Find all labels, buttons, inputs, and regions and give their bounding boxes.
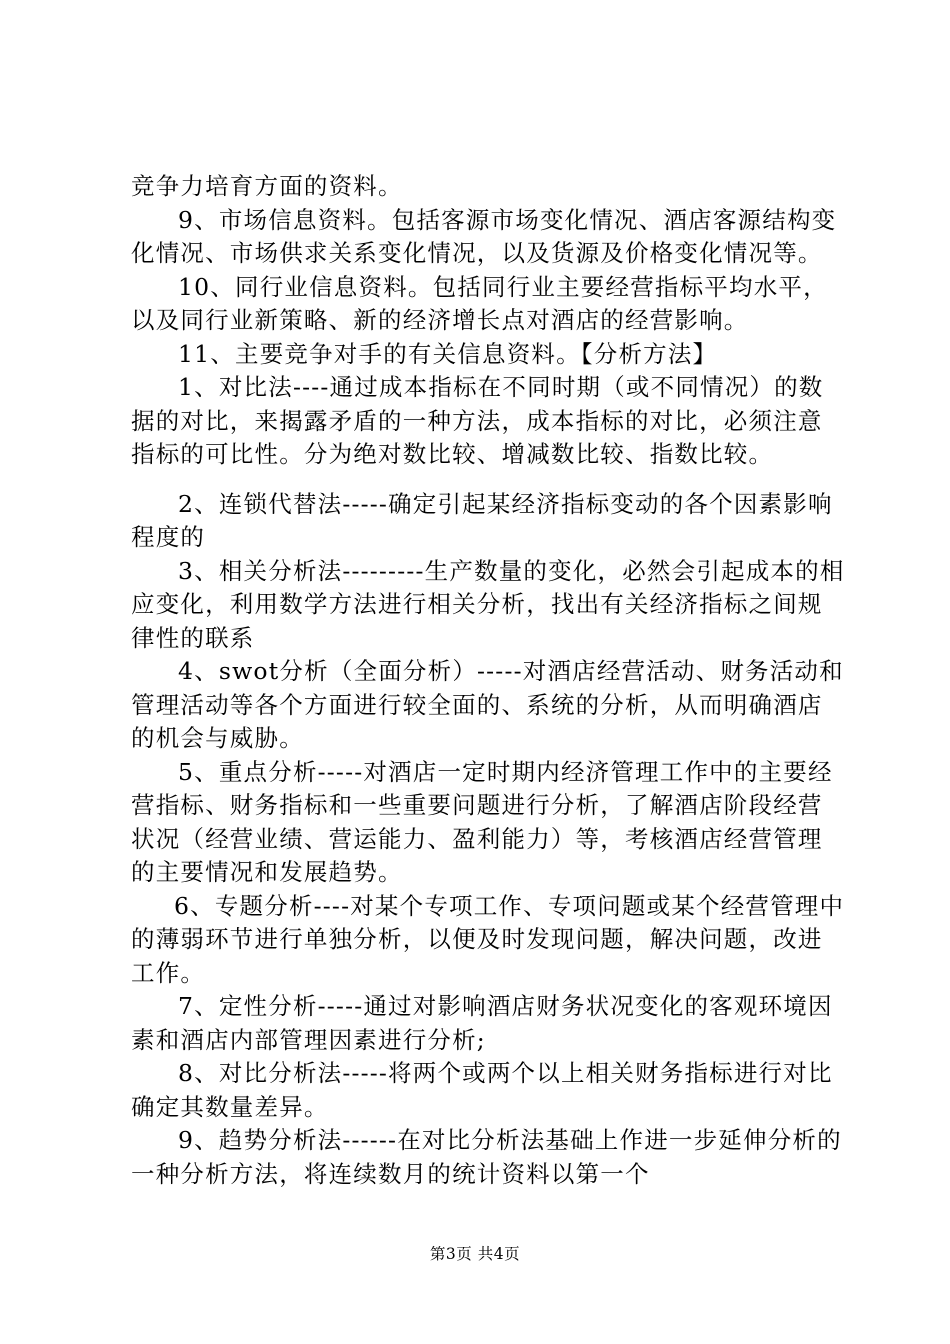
page-number-indicator: 第3页 共4页 [429, 1245, 521, 1263]
paragraph-continued: 竞争力培育方面的资料。 [131, 172, 403, 200]
paragraph-swot-analysis: 4、swot分析（全面分析）-----对酒店经营活动、财务活动和管理活动等各个方面进行较全面的、系统的分析，从而明确酒店的机会与威胁。 [131, 657, 844, 752]
paragraph-chain-substitution: 2、连锁代替法-----确定引起某经济指标变动的各个因素影响程度的 [131, 489, 833, 551]
paragraph-comparative-analysis: 8、对比分析法-----将两个或两个以上相关财务指标进行对比确定其数量差异。 [131, 1059, 833, 1121]
paragraph-trend-analysis: 9、趋势分析法------在对比分析法基础上作进一步延伸分析的一种分析方法，将连续数月的统计资料以第一个 [131, 1126, 842, 1188]
paragraph-competitor-info: 11、主要竞争对手的有关信息资料。【分析方法】 [178, 339, 718, 368]
paragraph-comparison-method: 1、对比法----通过成本指标在不同时期（或不同情况）的数据的对比，来揭露矛盾的一种方法，成本指标的对比，必须注意指标的可比性。分为绝对数比较、增减数比较、指数比较。 [131, 373, 824, 468]
paragraph-correlation-analysis: 3、相关分析法---------生产数量的变化，必然会引起成本的相应变化，利用数学方法进行相关分析，找出有关经济指标之间规律性的联系 [131, 556, 845, 652]
paragraph-qualitative-analysis: 7、定性分析-----通过对影响酒店财务状况变化的客观环境因素和酒店内部管理因素进行分析; [131, 992, 833, 1054]
paragraph-topic-analysis: 6、专题分析----对某个专项工作、专项问题或某个经营管理中的薄弱环节进行单独分析，以便及时发现问题，解决问题，改进工作。 [131, 891, 845, 987]
paragraph-industry-info: 10、同行业信息资料。包括同行业主要经营指标平均水平，以及同行业新策略、新的经济增长点对酒店的经营影响。 [131, 272, 828, 334]
paragraph-market-info: 9、市场信息资料。包括客源市场变化情况、酒店客源结构变化情况、市场供求关系变化情况，以及货源及价格变化情况等。 [131, 205, 837, 267]
document-body [131, 170, 847, 1191]
page-footer [0, 1244, 950, 1264]
paragraph-key-analysis: 5、重点分析-----对酒店一定时期内经济管理工作中的主要经营指标、财务指标和一些重要问题进行分析，了解酒店阶段经营状况（经营业绩、营运能力、盈利能力）等，考核酒店经营管理的主要情况和发展趋势。 [131, 757, 833, 886]
